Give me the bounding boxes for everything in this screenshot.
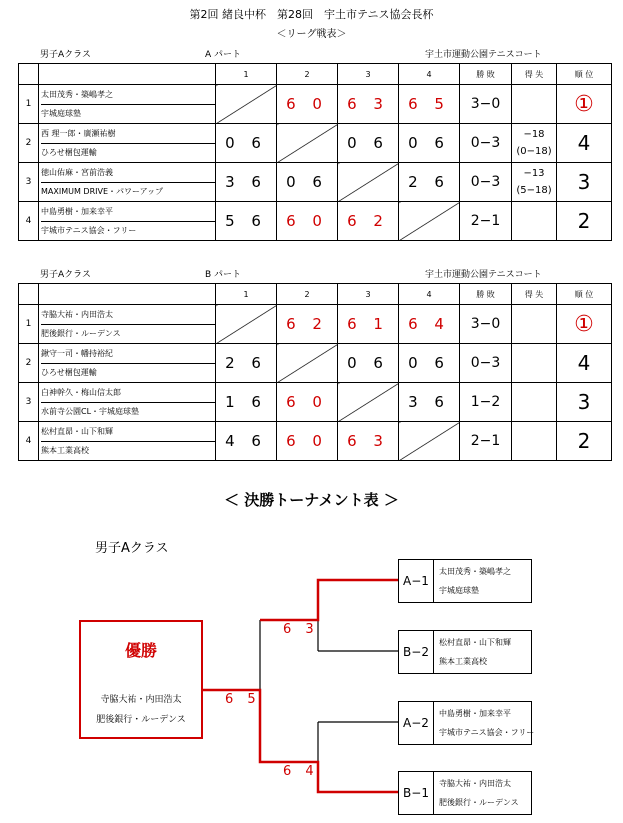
col-1-header: 1 [216, 64, 277, 85]
player-names: 徳山佑麻・宮前浩義 [41, 164, 215, 183]
entry-club: 肥後銀行・ルーデンス [439, 798, 519, 807]
entry-club: 宇城市テニス協会・フリー [439, 728, 535, 737]
champion-club: 肥後銀行・ルーデンス [96, 715, 186, 725]
score-cell: 6 0 [277, 85, 338, 124]
rank-cell: 3 [557, 383, 612, 422]
points-diff: −18 [523, 129, 545, 140]
points-detail: (5−18) [516, 185, 552, 196]
player-club: 肥後銀行・ルーデンス [41, 328, 121, 338]
score-cell: 6 3 [338, 422, 399, 461]
league-b-class-label: 男子Aクラス [40, 270, 91, 280]
bracket-entry [398, 771, 532, 815]
score-cell: 6 5 [399, 85, 460, 124]
entry-players: 松村直昴・山下和輝 [439, 638, 511, 647]
tournament-class-label: 男子Aクラス [95, 541, 169, 556]
score-cell: 4 6 [216, 422, 277, 461]
player-club: 水前寺公園CL・宇城庭球塾 [41, 406, 140, 416]
result-header: 勝 敗 [460, 64, 512, 85]
champion-box [79, 620, 203, 739]
score-cell: 6 2 [277, 305, 338, 344]
score-cell: 6 2 [338, 202, 399, 241]
league-a-class-label: 男子Aクラス [40, 50, 91, 60]
score-cell: 0 6 [338, 124, 399, 163]
points-detail: (0−18) [516, 146, 552, 157]
win-loss-cell: 2−1 [460, 202, 512, 241]
semifinal-score: 6 4 [283, 764, 319, 779]
rank-header: 順 位 [557, 64, 612, 85]
col-2-header: 2 [277, 64, 338, 85]
league-a-venue: 宇土市運動公園テニスコート [425, 50, 542, 60]
win-loss-cell: 3−0 [460, 85, 512, 124]
score-cell: 0 6 [216, 124, 277, 163]
row-number: 1 [19, 305, 39, 344]
rank-cell: 3 [557, 163, 612, 202]
points-header: 得 失 [512, 64, 557, 85]
col-4-header: 4 [399, 64, 460, 85]
bracket-entry [398, 701, 535, 745]
score-cell: 0 6 [277, 163, 338, 202]
rank-cell: 2 [557, 202, 612, 241]
entry-seed: A−1 [399, 560, 434, 602]
champion-players: 寺脇大祐・内田浩太 [100, 695, 182, 705]
entry-club: 宇城庭球塾 [439, 586, 479, 595]
row-number: 4 [19, 422, 39, 461]
score-cell: 3 6 [216, 163, 277, 202]
player-names: 松村直昴・山下和輝 [41, 423, 215, 442]
score-cell: 0 6 [399, 344, 460, 383]
entry-seed: A−2 [399, 702, 434, 744]
player-names: 白神幹久・梅山信太郎 [41, 384, 215, 403]
col-1-header: 1 [216, 284, 277, 305]
win-loss-cell: 2−1 [460, 422, 512, 461]
row-number: 2 [19, 124, 39, 163]
score-cell: 2 6 [399, 163, 460, 202]
entry-seed: B−1 [399, 772, 434, 814]
final-score: 6 5 [225, 692, 261, 707]
player-names: 寺脇大祐・内田浩太 [41, 306, 215, 325]
score-cell: 1 6 [216, 383, 277, 422]
win-loss-cell: 3−0 [460, 305, 512, 344]
col-3-header: 3 [338, 284, 399, 305]
player-names: 中島勇樹・加来幸平 [41, 203, 215, 222]
rank-cell: 2 [557, 422, 612, 461]
player-club: ひろせ梱包運輸 [41, 147, 97, 157]
document-subtitle: ＜リーグ戦表＞ [276, 29, 347, 40]
player-club: 宇城市テニス協会・フリー [41, 225, 137, 235]
win-loss-cell: 1−2 [460, 383, 512, 422]
win-loss-cell: 0−3 [460, 163, 512, 202]
player-names: 西 理一郎・廣瀬祐樹 [41, 125, 215, 144]
bracket-entry [398, 559, 532, 603]
player-club: 宇城庭球塾 [41, 108, 81, 118]
points-diff: −13 [523, 168, 545, 179]
row-number: 4 [19, 202, 39, 241]
champion-label: 優勝 [124, 641, 157, 660]
score-cell: 0 6 [338, 344, 399, 383]
score-cell: 6 0 [277, 202, 338, 241]
semifinal-score: 6 3 [283, 622, 319, 637]
score-cell: 6 3 [338, 85, 399, 124]
document-title: 第2回 緒良中杯 第28回 宇土市テニス協会長杯 [189, 8, 434, 21]
player-names: 太田茂秀・築嶋孝之 [41, 86, 215, 105]
winner-path-semi-1 [260, 580, 398, 620]
win-loss-cell: 0−3 [460, 124, 512, 163]
rank-cell: 4 [557, 344, 612, 383]
points-header: 得 失 [512, 284, 557, 305]
entry-players: 太田茂秀・築嶋孝之 [439, 567, 511, 576]
rank-header: 順 位 [557, 284, 612, 305]
league-b-part-label: B パート [205, 270, 242, 280]
league-b-venue: 宇土市運動公園テニスコート [425, 270, 542, 280]
row-number: 2 [19, 344, 39, 383]
row-number: 3 [19, 163, 39, 202]
score-cell: 6 1 [338, 305, 399, 344]
result-header: 勝 敗 [460, 284, 512, 305]
bracket-entry [398, 630, 532, 674]
player-club: 熊本工業高校 [41, 445, 89, 455]
score-cell: 3 6 [399, 383, 460, 422]
entry-seed: B−2 [399, 631, 434, 673]
score-cell: 5 6 [216, 202, 277, 241]
player-club: ひろせ梱包運輸 [41, 367, 97, 377]
rank-cell: 4 [557, 124, 612, 163]
col-4-header: 4 [399, 284, 460, 305]
score-cell: 0 6 [399, 124, 460, 163]
win-loss-cell: 0−3 [460, 344, 512, 383]
row-number: 1 [19, 85, 39, 124]
league-a-part-label: A パート [205, 50, 242, 60]
col-3-header: 3 [338, 64, 399, 85]
col-2-header: 2 [277, 284, 338, 305]
entry-club: 熊本工業高校 [439, 657, 487, 666]
rank-cell: ① [557, 305, 612, 344]
entry-players: 寺脇大祐・内田浩太 [439, 779, 511, 788]
tournament-title: ＜ 決勝トーナメント表 ＞ [224, 491, 399, 509]
player-club: MAXIMUM DRIVE・パワーアップ [41, 186, 164, 196]
entry-players: 中島勇樹・加来幸平 [439, 709, 511, 718]
player-names: 鍬守一司・幡持裕紀 [41, 345, 215, 364]
champion-names [81, 690, 201, 730]
score-cell: 6 0 [277, 422, 338, 461]
rank-cell: ① [557, 85, 612, 124]
score-cell: 6 4 [399, 305, 460, 344]
score-cell: 6 0 [277, 383, 338, 422]
row-number: 3 [19, 383, 39, 422]
score-cell: 2 6 [216, 344, 277, 383]
